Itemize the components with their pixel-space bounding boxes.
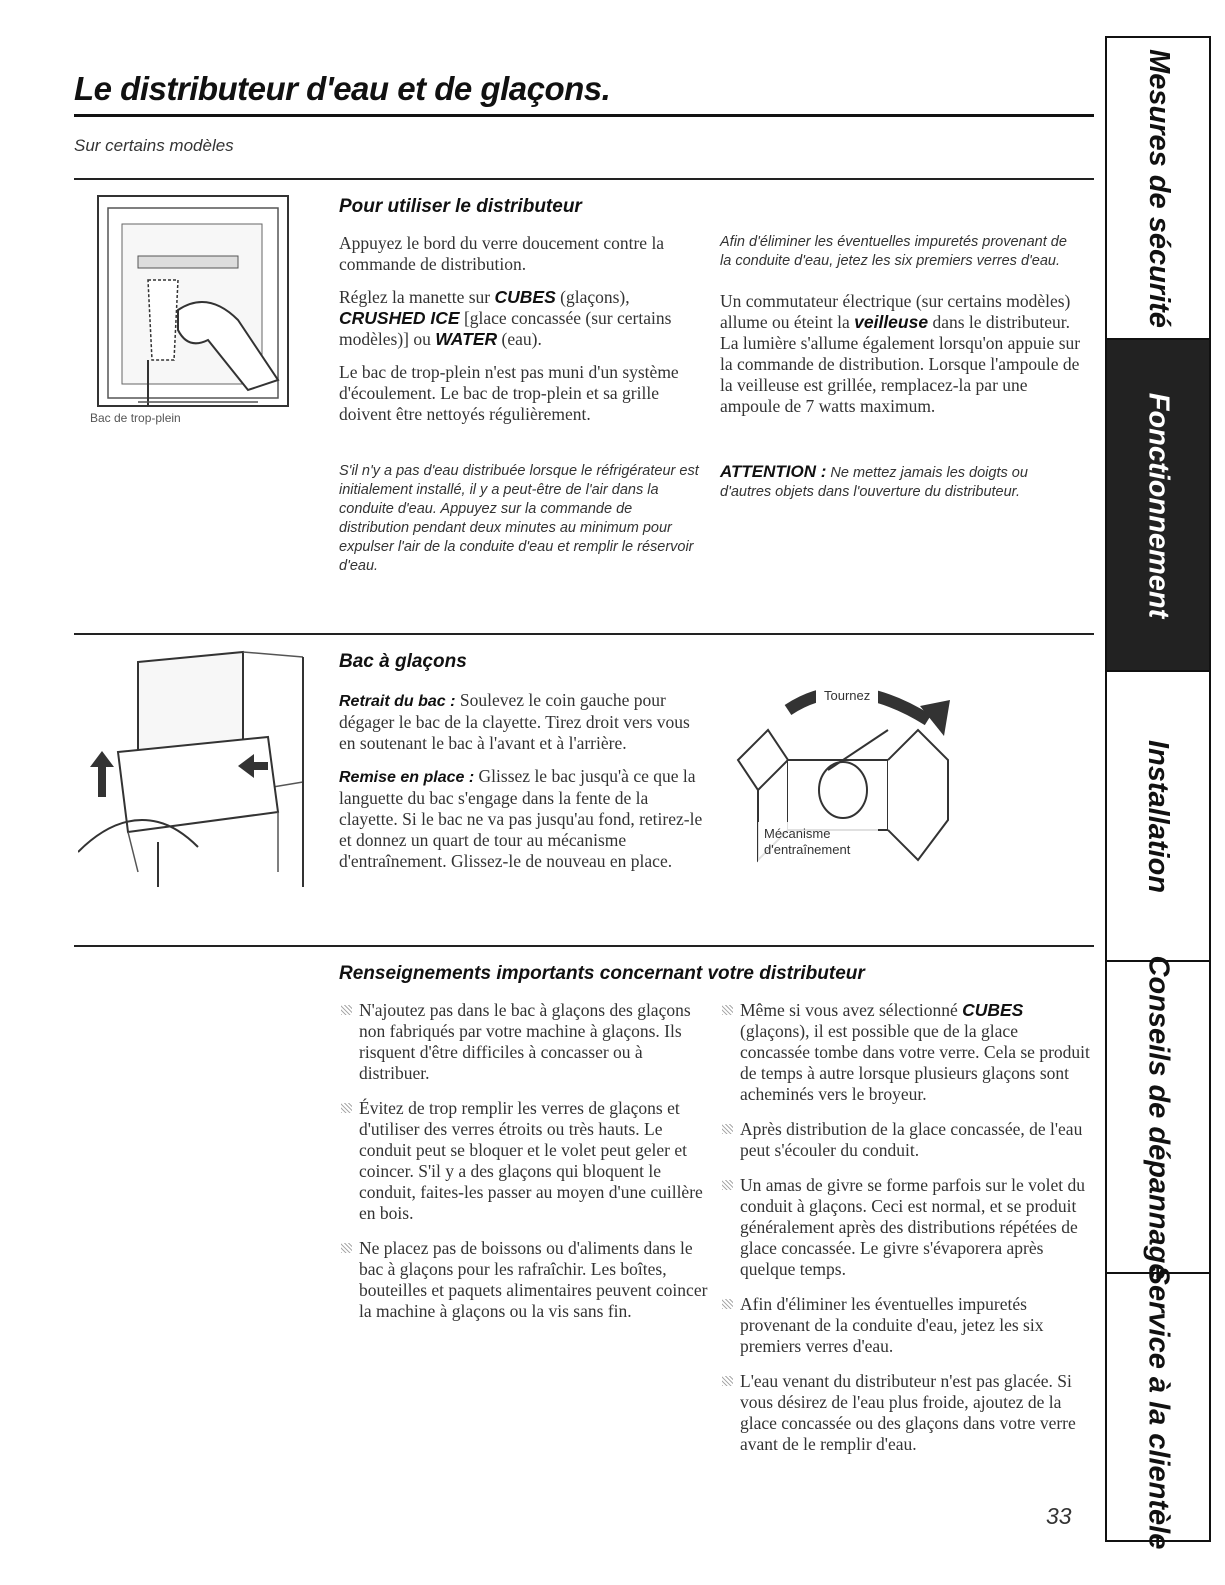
paragraph: Un commutateur électrique (sur certains modèles) allume ou éteint la veilleuse dans le distributeur. La lumière s'allume également lorsqu'on appuie sur la commande de distribution. Lorsque l'ampoule de la veilleuse est grillée, remplacez-la par une ampoule de 7 watts maximum. (720, 291, 1081, 416)
mechanism-label-line2: d'entraînement (764, 842, 851, 857)
use-dispenser-text (339, 233, 701, 437)
list-item: Après distribution de la glace concassée, de l'eau peut s'écouler du conduit. (720, 1119, 1090, 1161)
section-heading-ice-bin: Bac à glaçons (339, 651, 467, 672)
paragraph: Le bac de trop-plein n'est pas muni d'un système d'écoulement. Le bac de trop-plein et sa grille doivent être nettoyés régulièrement. (339, 362, 679, 424)
section-divider (74, 945, 1094, 947)
important-info-right-list (720, 1000, 1090, 1469)
title-rule (74, 114, 1094, 117)
paragraph: Retrait du bac : Soulevez le coin gauche pour dégager le bac de la clayette. Tirez droit vers vous en soutenant le bac à l'avant et à l'arrière. (339, 690, 690, 753)
list-item: Même si vous avez sélectionné CUBES (glaçons), il est possible que de la glace concassée tombe dans votre verre. Cela se produit de temps à autre lorsque plusieurs glaçons sont acheminés vers le broyeur. (720, 1000, 1090, 1105)
tab-customer-service[interactable]: Service à la clientèle (1142, 1265, 1175, 1549)
drive-mechanism-illustration (728, 650, 963, 890)
mechanism-label-line1: Mécanisme (764, 826, 831, 841)
important-info-left-list (339, 1000, 709, 1336)
ice-bin-text (339, 690, 709, 884)
section-divider (74, 178, 1094, 180)
attention-note: ATTENTION : Ne mettez jamais les doigts ou d'autres objets dans l'ouverture du distributeur. (720, 462, 1028, 500)
dispenser-illustration (78, 190, 310, 430)
tab-troubleshooting[interactable]: Conseils de dépannage (1107, 962, 1209, 1274)
list-item: N'ajoutez pas dans le bac à glaçons des glaçons non fabriqués par votre machine à glaçons. Ils risquent d'être difficiles à concasser ou à distribuer. (339, 1000, 709, 1084)
page-title: Le distributeur d'eau et de glaçons. (74, 70, 611, 107)
air-in-line-note: S'il n'y a pas d'eau distribuée lorsque le réfrigérateur est initialement installé, il y a peut-être de l'air dans la conduite d'eau. Appuyez sur la commande de distribution pendant deux minutes au minimum pour expulser l'air de la conduite d'eau et remplir le réservoir d'eau. (339, 463, 699, 574)
tab-installation[interactable]: Installation (1107, 672, 1209, 962)
page-number: 33 (1046, 1503, 1072, 1529)
paragraph: Appuyez le bord du verre doucement contre la commande de distribution. (339, 233, 665, 274)
tab-safety[interactable]: Mesures de sécurité (1107, 38, 1209, 340)
tab-operation[interactable]: Fonctionnement (1107, 340, 1209, 672)
section-heading-important-info: Renseignements importants concernant votre distributeur (339, 963, 865, 984)
impurities-note: Afin d'éliminer les éventuelles impuretés provenant de la conduite d'eau, jetez les six premiers verres d'eau. (720, 234, 1067, 269)
turn-label: Tournez (824, 688, 871, 703)
list-item: Évitez de trop remplir les verres de glaçons et d'utiliser des verres étroits ou très hauts. Le conduit peut se bloquer et le volet peut geler et coincer. S'il y a des glaçons qui bloquent le conduit, faites-les passer au moyen d'une cuillère en bois. (339, 1098, 709, 1224)
night-light-text (720, 291, 1082, 429)
paragraph: Remise en place : Glissez le bac jusqu'à ce que la languette du bac s'engage dans la fente de la clayette. Si le bac ne va pas jusqu'au fond, retirez-le et donnez un quart de tour au mécanisme d'entraînement. Glissez-le de nouveau en place. (339, 766, 703, 871)
list-item: Un amas de givre se forme parfois sur le volet du conduit à glaçons. Ceci est normal, et se produit généralement après des distributions répétées de glace concassée. Le givre s'évaporera après quelque temps. (720, 1175, 1090, 1280)
side-tab-strip (1105, 36, 1211, 1549)
paragraph: Réglez la manette sur CUBES (glaçons), CRUSHED ICE [glace concassée (sur certains modèles)] ou WATER (eau). (339, 287, 672, 349)
section-divider (74, 633, 1094, 635)
section-heading-use-dispenser: Pour utiliser le distributeur (339, 196, 582, 217)
list-item: Afin d'éliminer les éventuelles impuretés provenant de la conduite d'eau, jetez les six premiers verres d'eau. (720, 1294, 1090, 1357)
list-item: L'eau venant du distributeur n'est pas glacée. Si vous désirez de l'eau plus froide, ajoutez de la glace concassée ou des glaçons dans votre verre avant de le remplir d'eau. (720, 1371, 1090, 1455)
ice-bin-illustration (78, 642, 310, 892)
overflow-tray-label: Bac de trop-plein (90, 411, 181, 425)
list-item: Ne placez pas de boissons ou d'aliments dans le bac à glaçons pour les rafraîchir. Les boîtes, bouteilles et paquets alimentaires peuvent coincer la machine à glaçons ou la vis sans fin. (339, 1238, 709, 1322)
page-subtitle: Sur certains modèles (74, 136, 234, 155)
